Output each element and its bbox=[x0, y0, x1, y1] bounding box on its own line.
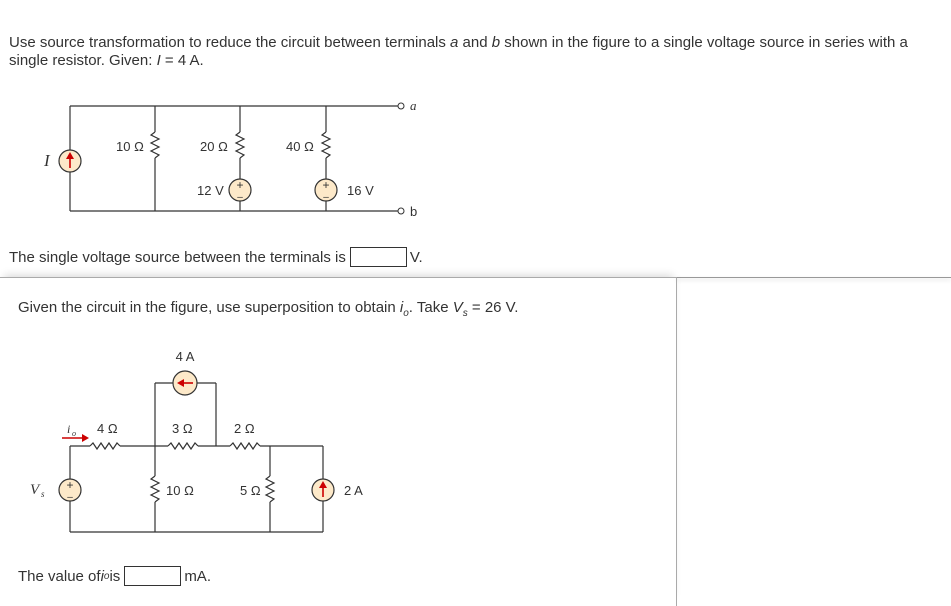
svg-text:+: + bbox=[322, 178, 330, 192]
label-40-ohm: 40 Ω bbox=[286, 139, 314, 154]
q1-current-symbol: I bbox=[156, 52, 161, 69]
label-20-ohm: 20 Ω bbox=[200, 139, 228, 154]
label-12v: 12 V bbox=[197, 183, 224, 198]
answer-1-unit: V. bbox=[409, 248, 423, 266]
svg-text:+: + bbox=[236, 178, 244, 192]
voltage-source-12v bbox=[229, 178, 251, 203]
answer-1-line bbox=[9, 247, 423, 267]
q2-text-part: Given the circuit in the figure, use superposition to obtain bbox=[18, 299, 400, 316]
label-vs-s: s bbox=[41, 489, 45, 499]
svg-text:–: – bbox=[67, 492, 73, 503]
answer-2-unit: mA. bbox=[184, 567, 211, 585]
current-source-2a bbox=[312, 479, 334, 501]
current-source-I bbox=[59, 150, 81, 172]
question-1-text bbox=[9, 34, 949, 70]
label-10-ohm: 10 Ω bbox=[116, 139, 144, 154]
label-16v: 16 V bbox=[347, 183, 374, 198]
label-2a: 2 A bbox=[344, 483, 363, 498]
answer-1-input[interactable] bbox=[350, 247, 407, 267]
label-4-ohm: 4 Ω bbox=[97, 421, 118, 436]
q2-text-part: . Take bbox=[408, 299, 453, 316]
q2-io-o: o bbox=[403, 308, 409, 319]
current-source-4a bbox=[173, 371, 197, 395]
answer-2-input[interactable] bbox=[124, 566, 181, 586]
answer-2-io-i: i bbox=[100, 567, 104, 585]
q1-terminal-b: b bbox=[491, 34, 501, 51]
q2-io-i: i bbox=[399, 299, 404, 316]
svg-text:–: – bbox=[237, 192, 243, 203]
answer-2-is: is bbox=[109, 567, 121, 585]
answer-1-prefix: The single voltage source between the terminals is bbox=[9, 248, 346, 266]
label-vs-v: V bbox=[30, 482, 40, 498]
label-5-ohm: 5 Ω bbox=[240, 483, 261, 498]
circuit-figure-2 bbox=[0, 340, 400, 540]
label-terminal-b: b bbox=[410, 204, 418, 219]
answer-2-prefix: The value of bbox=[18, 567, 101, 585]
q1-text-part: = 4 A. bbox=[160, 52, 204, 69]
q1-terminal-a: a bbox=[450, 34, 459, 51]
svg-text:+: + bbox=[66, 478, 74, 492]
q2-vs-s: s bbox=[462, 308, 468, 319]
label-io-i: i bbox=[67, 422, 71, 436]
label-2-ohm: 2 Ω bbox=[234, 421, 255, 436]
label-10-ohm: 10 Ω bbox=[166, 483, 194, 498]
q2-text-part: = 26 V. bbox=[467, 299, 519, 316]
label-4a: 4 A bbox=[175, 349, 195, 364]
q1-text-part: Use source transformation to reduce the circuit between terminals bbox=[9, 34, 451, 51]
label-3-ohm: 3 Ω bbox=[172, 421, 193, 436]
answer-2-line bbox=[18, 566, 211, 586]
panel-divider bbox=[676, 277, 951, 278]
label-terminal-a: a bbox=[410, 98, 417, 113]
answer-2-io-o: o bbox=[103, 570, 110, 582]
terminal-a-node bbox=[398, 103, 404, 109]
label-io-o: o bbox=[72, 429, 76, 438]
voltage-source-16v bbox=[315, 178, 337, 203]
terminal-b-node bbox=[398, 208, 404, 214]
circuit-figure-1 bbox=[0, 90, 470, 220]
q1-text-part: and bbox=[458, 34, 492, 51]
label-I: I bbox=[44, 151, 50, 170]
voltage-source-vs bbox=[59, 478, 81, 503]
svg-text:–: – bbox=[323, 192, 329, 203]
question-2-text bbox=[18, 299, 518, 319]
q2-vs-v: V bbox=[452, 299, 463, 316]
q1-text-part: shown in the figure to a single voltage source in series with a single resistor. Given: bbox=[9, 34, 908, 69]
